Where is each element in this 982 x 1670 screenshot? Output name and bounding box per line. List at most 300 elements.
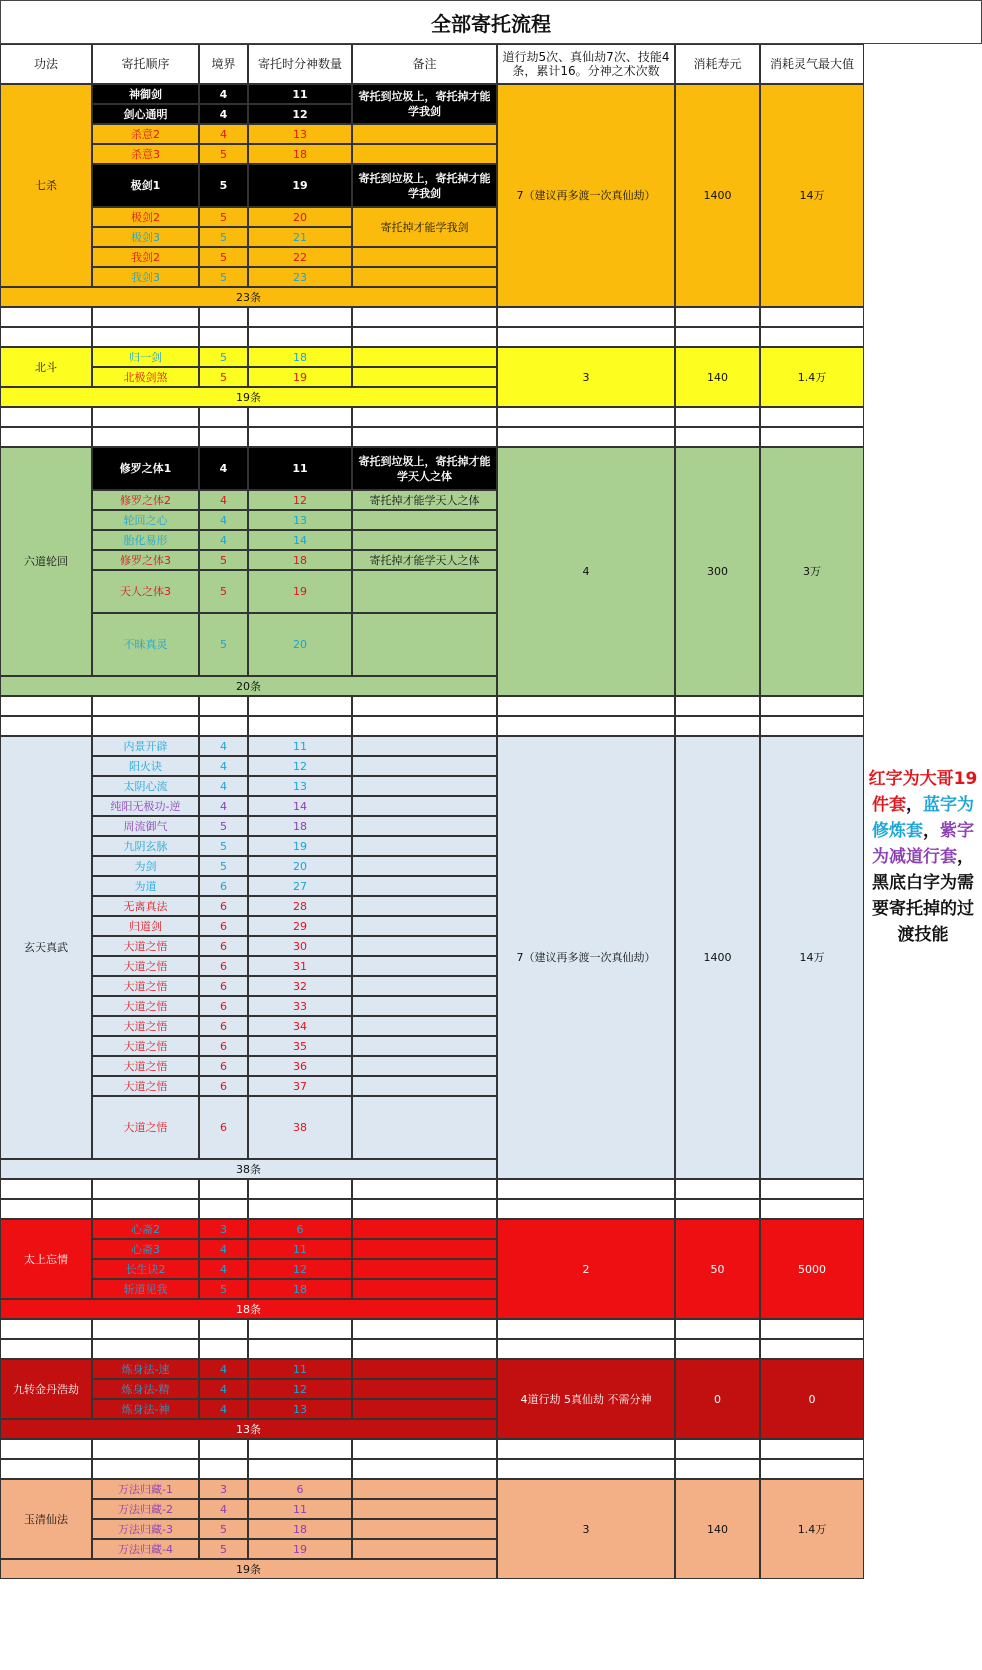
realm-cell: 5 [199, 856, 248, 876]
skill-cell: 我剑2 [92, 247, 199, 267]
clones-cell: 20 [248, 207, 352, 227]
empty-cell [497, 1199, 675, 1219]
empty-cell [760, 1319, 864, 1339]
clones-cell: 12 [248, 756, 352, 776]
empty-cell [199, 1459, 248, 1479]
count-cell: 13条 [0, 1419, 497, 1439]
realm-cell: 4 [199, 1379, 248, 1399]
skill-cell: 万法归藏-2 [92, 1499, 199, 1519]
skill-cell: 不昧真灵 [92, 613, 199, 676]
note-cell-empty [352, 1519, 497, 1539]
skill-cell: 长生诀2 [92, 1259, 199, 1279]
empty-cell [199, 427, 248, 447]
empty-cell [92, 1319, 199, 1339]
clones-cell: 33 [248, 996, 352, 1016]
realm-cell: 4 [199, 530, 248, 550]
realm-cell: 6 [199, 916, 248, 936]
clones-cell: 12 [248, 490, 352, 510]
note-cell-empty [352, 1056, 497, 1076]
note-cell-empty [352, 836, 497, 856]
realm-cell: 5 [199, 247, 248, 267]
empty-cell [675, 1179, 760, 1199]
empty-cell [248, 1459, 352, 1479]
clones-cell: 28 [248, 896, 352, 916]
clones-cell: 23 [248, 267, 352, 287]
skill-cell: 无离真法 [92, 896, 199, 916]
realm-cell: 4 [199, 756, 248, 776]
skill-cell: 大道之悟 [92, 1056, 199, 1076]
legend-purple-text: 紫字为减道行套 [872, 821, 974, 867]
count-cell: 38条 [0, 1159, 497, 1179]
empty-cell [92, 327, 199, 347]
clones-cell: 12 [248, 1259, 352, 1279]
skill-cell: 为道 [92, 876, 199, 896]
realm-cell: 5 [199, 164, 248, 207]
note-cell-empty [352, 530, 497, 550]
empty-cell [0, 427, 92, 447]
note-cell-empty [352, 756, 497, 776]
realm-cell: 3 [199, 1479, 248, 1499]
empty-cell [248, 1179, 352, 1199]
clones-cell: 11 [248, 1499, 352, 1519]
empty-cell [675, 1439, 760, 1459]
note-cell-empty [352, 956, 497, 976]
skill-cell: 剑心通明 [92, 104, 199, 124]
empty-cell [248, 696, 352, 716]
empty-cell [352, 1459, 497, 1479]
note-cell-empty [352, 1479, 497, 1499]
empty-cell [497, 716, 675, 736]
note-cell: 寄托到垃圾上，寄托掉才能学天人之体 [352, 447, 497, 490]
empty-cell [352, 1439, 497, 1459]
realm-cell: 4 [199, 776, 248, 796]
skill-cell: 大道之悟 [92, 956, 199, 976]
skill-cell: 大道之悟 [92, 1076, 199, 1096]
column-header: 功法 [0, 44, 92, 84]
group-name: 九转金丹浩劫 [0, 1359, 92, 1419]
realm-cell: 4 [199, 124, 248, 144]
note-cell-empty [352, 736, 497, 756]
clones-cell: 18 [248, 1519, 352, 1539]
skill-cell: 纯阳无极功-逆 [92, 796, 199, 816]
empty-cell [248, 1319, 352, 1339]
realm-cell: 4 [199, 1399, 248, 1419]
empty-cell [0, 1179, 92, 1199]
rounds-cell: 4道行劫 5真仙劫 不需分神 [497, 1359, 675, 1439]
empty-cell [497, 427, 675, 447]
clones-cell: 22 [248, 247, 352, 267]
note-cell-empty [352, 613, 497, 676]
empty-cell [675, 716, 760, 736]
realm-cell: 6 [199, 996, 248, 1016]
empty-cell [199, 1179, 248, 1199]
qi-max-cell: 1.4万 [760, 347, 864, 407]
empty-cell [199, 1339, 248, 1359]
empty-cell [92, 1199, 199, 1219]
note-cell-empty [352, 1379, 497, 1399]
skill-cell: 大道之悟 [92, 1036, 199, 1056]
note-cell-empty [352, 996, 497, 1016]
skill-cell: 大道之悟 [92, 996, 199, 1016]
qi-max-cell: 5000 [760, 1219, 864, 1319]
empty-cell [760, 407, 864, 427]
empty-cell [760, 427, 864, 447]
realm-cell: 5 [199, 613, 248, 676]
clones-cell: 19 [248, 836, 352, 856]
rounds-cell: 7（建议再多渡一次真仙劫） [497, 736, 675, 1179]
empty-cell [0, 696, 92, 716]
note-cell: 寄托掉才能学天人之体 [352, 490, 497, 510]
watermark-brand: bilibili [776, 1638, 860, 1666]
realm-cell: 5 [199, 836, 248, 856]
realm-cell: 5 [199, 227, 248, 247]
empty-cell [497, 1459, 675, 1479]
qi-max-cell: 1.4万 [760, 1479, 864, 1579]
skill-cell: 炼身法-精 [92, 1379, 199, 1399]
note-cell-empty [352, 896, 497, 916]
empty-cell [760, 716, 864, 736]
skill-cell: 大道之悟 [92, 1096, 199, 1159]
clones-cell: 13 [248, 1399, 352, 1419]
empty-cell [0, 307, 92, 327]
group-name: 太上忘情 [0, 1219, 92, 1299]
realm-cell: 4 [199, 736, 248, 756]
skill-cell: 炼身法-神 [92, 1399, 199, 1419]
empty-cell [760, 307, 864, 327]
note-cell-empty [352, 1499, 497, 1519]
empty-cell [497, 1319, 675, 1339]
empty-cell [497, 407, 675, 427]
skill-cell: 万法归藏-4 [92, 1539, 199, 1559]
column-header: 消耗灵气最大值 [760, 44, 864, 84]
realm-cell: 4 [199, 796, 248, 816]
column-header: 消耗寿元 [675, 44, 760, 84]
empty-cell [92, 307, 199, 327]
skill-cell: 阳火诀 [92, 756, 199, 776]
skill-cell: 轮回之心 [92, 510, 199, 530]
note-cell-empty [352, 367, 497, 387]
skill-cell: 斩道见我 [92, 1279, 199, 1299]
realm-cell: 4 [199, 490, 248, 510]
note-cell-empty [352, 816, 497, 836]
empty-cell [248, 1439, 352, 1459]
note-cell: 寄托到垃圾上，寄托掉才能学我剑 [352, 84, 497, 124]
lifespan-cell: 1400 [675, 84, 760, 307]
group-name: 六道轮回 [0, 447, 92, 676]
empty-cell [92, 407, 199, 427]
rounds-cell: 7（建议再多渡一次真仙劫） [497, 84, 675, 307]
realm-cell: 6 [199, 1096, 248, 1159]
realm-cell: 4 [199, 1259, 248, 1279]
empty-cell [0, 1199, 92, 1219]
empty-cell [760, 1179, 864, 1199]
clones-cell: 11 [248, 1239, 352, 1259]
note-cell-empty [352, 796, 497, 816]
empty-cell [760, 1339, 864, 1359]
empty-cell [199, 307, 248, 327]
note-cell-empty [352, 856, 497, 876]
empty-cell [675, 327, 760, 347]
realm-cell: 4 [199, 1359, 248, 1379]
skill-cell: 内景开辟 [92, 736, 199, 756]
empty-cell [0, 1459, 92, 1479]
skill-cell: 万法归藏-1 [92, 1479, 199, 1499]
clones-cell: 18 [248, 550, 352, 570]
empty-cell [92, 427, 199, 447]
clones-cell: 20 [248, 613, 352, 676]
note-cell-empty [352, 124, 497, 144]
skill-cell: 心斋2 [92, 1219, 199, 1239]
legend-sep: ， [906, 795, 923, 815]
legend-blue-text: 蓝字为修炼套 [872, 795, 974, 841]
note-cell-empty [352, 1399, 497, 1419]
watermark-user: 卑微 [867, 1640, 916, 1669]
empty-cell [497, 1339, 675, 1359]
note-cell-empty [352, 1076, 497, 1096]
empty-cell [497, 1179, 675, 1199]
column-header: 寄托时分神数量 [248, 44, 352, 84]
empty-cell [352, 1339, 497, 1359]
realm-cell: 4 [199, 447, 248, 490]
note-cell-empty [352, 247, 497, 267]
clones-cell: 14 [248, 796, 352, 816]
empty-cell [0, 327, 92, 347]
empty-cell [199, 1199, 248, 1219]
note-cell-empty [352, 776, 497, 796]
lifespan-cell: 140 [675, 347, 760, 407]
note-cell: 寄托掉才能学我剑 [352, 207, 497, 247]
count-cell: 19条 [0, 387, 497, 407]
clones-cell: 34 [248, 1016, 352, 1036]
skill-cell: 神御剑 [92, 84, 199, 104]
skill-cell: 我剑3 [92, 267, 199, 287]
note-cell-empty [352, 1539, 497, 1559]
empty-cell [248, 427, 352, 447]
realm-cell: 5 [199, 367, 248, 387]
skill-cell: 归道剑 [92, 916, 199, 936]
realm-cell: 4 [199, 1499, 248, 1519]
empty-cell [352, 307, 497, 327]
clones-cell: 19 [248, 164, 352, 207]
note-cell-empty [352, 347, 497, 367]
skill-cell: 周流御气 [92, 816, 199, 836]
empty-cell [199, 327, 248, 347]
clones-cell: 21 [248, 227, 352, 247]
realm-cell: 5 [199, 1519, 248, 1539]
empty-cell [0, 407, 92, 427]
empty-cell [497, 1439, 675, 1459]
realm-cell: 5 [199, 816, 248, 836]
clones-cell: 36 [248, 1056, 352, 1076]
skill-cell: 归一剑 [92, 347, 199, 367]
column-header: 道行劫5次、真仙劫7次、技能4条，累计16。分神之术次数 [497, 44, 675, 84]
empty-cell [352, 1319, 497, 1339]
skill-cell: 修罗之体2 [92, 490, 199, 510]
qi-max-cell: 14万 [760, 84, 864, 307]
skill-cell: 杀意2 [92, 124, 199, 144]
color-legend [864, 766, 982, 948]
note-cell-empty [352, 144, 497, 164]
realm-cell: 5 [199, 207, 248, 227]
empty-cell [675, 1459, 760, 1479]
count-cell: 23条 [0, 287, 497, 307]
empty-cell [497, 696, 675, 716]
empty-cell [0, 716, 92, 736]
skill-cell: 修罗之体1 [92, 447, 199, 490]
realm-cell: 5 [199, 570, 248, 613]
skill-cell: 九阴玄脉 [92, 836, 199, 856]
realm-cell: 6 [199, 956, 248, 976]
realm-cell: 6 [199, 1036, 248, 1056]
group-name: 玉清仙法 [0, 1479, 92, 1559]
lifespan-cell: 1400 [675, 736, 760, 1179]
rounds-cell: 3 [497, 347, 675, 407]
skill-cell: 极剑3 [92, 227, 199, 247]
count-cell: 20条 [0, 676, 497, 696]
realm-cell: 4 [199, 510, 248, 530]
realm-cell: 6 [199, 876, 248, 896]
empty-cell [92, 716, 199, 736]
skill-cell: 炼身法-速 [92, 1359, 199, 1379]
page-title: 全部寄托流程 [0, 0, 982, 44]
clones-cell: 18 [248, 144, 352, 164]
empty-cell [92, 1339, 199, 1359]
realm-cell: 5 [199, 144, 248, 164]
clones-cell: 11 [248, 447, 352, 490]
clones-cell: 13 [248, 776, 352, 796]
empty-cell [92, 696, 199, 716]
lifespan-cell: 300 [675, 447, 760, 696]
empty-cell [248, 407, 352, 427]
empty-cell [675, 696, 760, 716]
rounds-cell: 3 [497, 1479, 675, 1579]
empty-cell [760, 327, 864, 347]
note-cell-empty [352, 267, 497, 287]
realm-cell: 5 [199, 347, 248, 367]
empty-cell [352, 716, 497, 736]
skill-cell: 太阴心流 [92, 776, 199, 796]
empty-cell [352, 407, 497, 427]
empty-cell [760, 1459, 864, 1479]
empty-cell [497, 327, 675, 347]
realm-cell: 6 [199, 976, 248, 996]
skill-cell: 为剑 [92, 856, 199, 876]
note-cell-empty [352, 936, 497, 956]
realm-cell: 5 [199, 1279, 248, 1299]
clones-cell: 6 [248, 1479, 352, 1499]
column-header: 备注 [352, 44, 497, 84]
empty-cell [248, 716, 352, 736]
clones-cell: 11 [248, 736, 352, 756]
realm-cell: 5 [199, 1539, 248, 1559]
skill-cell: 万法归藏-3 [92, 1519, 199, 1539]
note-cell-empty [352, 1096, 497, 1159]
empty-cell [248, 327, 352, 347]
empty-cell [199, 696, 248, 716]
count-cell: 19条 [0, 1559, 497, 1579]
empty-cell [199, 1439, 248, 1459]
note-cell-empty [352, 1359, 497, 1379]
empty-cell [675, 427, 760, 447]
empty-cell [199, 407, 248, 427]
column-header: 境界 [199, 44, 248, 84]
empty-cell [248, 307, 352, 327]
note-cell-empty [352, 1036, 497, 1056]
clones-cell: 20 [248, 856, 352, 876]
legend-black-text: ，黑底白字为需要寄托掉的过渡技能 [872, 847, 974, 945]
empty-cell [199, 716, 248, 736]
clones-cell: 13 [248, 510, 352, 530]
skill-cell: 极剑1 [92, 164, 199, 207]
empty-cell [0, 1319, 92, 1339]
skill-cell: 北极剑煞 [92, 367, 199, 387]
empty-cell [760, 696, 864, 716]
clones-cell: 19 [248, 570, 352, 613]
watermark [776, 1636, 976, 1668]
skill-cell: 极剑2 [92, 207, 199, 227]
clones-cell: 13 [248, 124, 352, 144]
note-cell-empty [352, 1279, 497, 1299]
qi-max-cell: 14万 [760, 736, 864, 1179]
qi-max-cell: 0 [760, 1359, 864, 1439]
realm-cell: 4 [199, 1239, 248, 1259]
realm-cell: 5 [199, 267, 248, 287]
skill-cell: 大道之悟 [92, 976, 199, 996]
clones-cell: 27 [248, 876, 352, 896]
empty-cell [352, 1179, 497, 1199]
empty-cell [352, 696, 497, 716]
empty-cell [760, 1439, 864, 1459]
clones-cell: 19 [248, 1539, 352, 1559]
note-cell-empty [352, 1219, 497, 1239]
empty-cell [0, 1339, 92, 1359]
skill-cell: 心斋3 [92, 1239, 199, 1259]
realm-cell: 5 [199, 550, 248, 570]
empty-cell [760, 1199, 864, 1219]
empty-cell [92, 1459, 199, 1479]
realm-cell: 6 [199, 1076, 248, 1096]
clones-cell: 31 [248, 956, 352, 976]
clones-cell: 37 [248, 1076, 352, 1096]
note-cell-empty [352, 1259, 497, 1279]
empty-cell [199, 1319, 248, 1339]
realm-cell: 6 [199, 1016, 248, 1036]
empty-cell [675, 1339, 760, 1359]
clones-cell: 14 [248, 530, 352, 550]
skill-cell: 胎化易形 [92, 530, 199, 550]
skill-cell: 杀意3 [92, 144, 199, 164]
lifespan-cell: 50 [675, 1219, 760, 1319]
skill-cell: 天人之体3 [92, 570, 199, 613]
empty-cell [352, 427, 497, 447]
clones-cell: 18 [248, 347, 352, 367]
note-cell-empty [352, 916, 497, 936]
note-cell: 寄托到垃圾上，寄托掉才能学我剑 [352, 164, 497, 207]
legend-red-text: 红字为大哥19件套 [868, 769, 978, 815]
clones-cell: 11 [248, 84, 352, 104]
empty-cell [248, 1199, 352, 1219]
note-cell-empty [352, 976, 497, 996]
realm-cell: 4 [199, 104, 248, 124]
lifespan-cell: 0 [675, 1359, 760, 1439]
qi-max-cell: 3万 [760, 447, 864, 696]
clones-cell: 6 [248, 1219, 352, 1239]
rounds-cell: 2 [497, 1219, 675, 1319]
realm-cell: 4 [199, 84, 248, 104]
realm-cell: 6 [199, 1056, 248, 1076]
empty-cell [92, 1179, 199, 1199]
skill-cell: 大道之悟 [92, 1016, 199, 1036]
